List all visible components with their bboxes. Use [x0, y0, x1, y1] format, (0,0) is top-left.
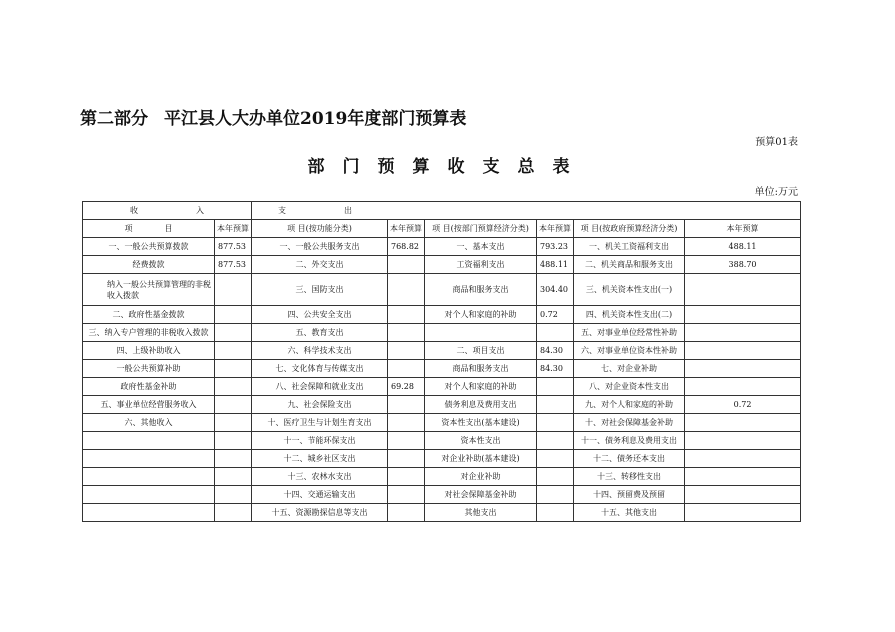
header-amount-func: 本年预算 [388, 220, 425, 238]
func-cell: 二、外交支出 [252, 256, 388, 274]
func-cell: 四、公共安全支出 [252, 306, 388, 324]
gov-econ-cell: 八、对企业资本性支出 [574, 378, 685, 396]
income-cell [83, 432, 215, 450]
dept-econ-cell: 对个人和家庭的补助 [425, 378, 537, 396]
func-amount-cell: 768.82 [388, 238, 425, 256]
table-row [83, 396, 801, 414]
func-amount-cell [388, 468, 425, 486]
table-row [83, 450, 801, 468]
table-number: 预算01表 [755, 137, 798, 148]
dept-amount-cell: 0.72 [537, 306, 574, 324]
gov-econ-cell: 三、机关资本性支出(一) [574, 274, 685, 306]
gov-amount-cell [685, 486, 801, 504]
gov-amount-cell [685, 342, 801, 360]
func-amount-cell [388, 324, 425, 342]
income-amount-cell [215, 274, 252, 306]
page-title [80, 104, 466, 129]
func-cell: 七、文化体育与传媒支出 [252, 360, 388, 378]
table-row [83, 360, 801, 378]
table-row [83, 306, 801, 324]
func-cell: 十三、农林水支出 [252, 468, 388, 486]
dept-econ-cell: 对社会保障基金补助 [425, 486, 537, 504]
income-cell: 五、事业单位经营服务收入 [83, 396, 215, 414]
income-cell: 二、政府性基金拨款 [83, 306, 215, 324]
dept-amount-cell [537, 468, 574, 486]
income-cell: 纳入一般公共预算管理的非税收入拨款 [83, 274, 215, 306]
header-row-1 [83, 202, 801, 220]
gov-amount-cell [685, 306, 801, 324]
table-body [83, 238, 801, 522]
income-amount-cell [215, 504, 252, 522]
dept-econ-cell: 资本性支出(基本建设) [425, 414, 537, 432]
gov-amount-cell [685, 360, 801, 378]
income-amount-cell [215, 306, 252, 324]
table-row [83, 504, 801, 522]
gov-amount-cell: 0.72 [685, 396, 801, 414]
func-cell: 五、教育支出 [252, 324, 388, 342]
dept-amount-cell [537, 486, 574, 504]
dept-amount-cell [537, 432, 574, 450]
func-cell: 十四、交通运输支出 [252, 486, 388, 504]
income-cell: 四、上级补助收入 [83, 342, 215, 360]
dept-econ-cell: 一、基本支出 [425, 238, 537, 256]
dept-econ-cell: 工资福利支出 [425, 256, 537, 274]
func-amount-cell [388, 306, 425, 324]
income-amount-cell [215, 324, 252, 342]
table-row [83, 324, 801, 342]
income-amount-cell [215, 450, 252, 468]
func-cell: 十一、节能环保支出 [252, 432, 388, 450]
gov-econ-cell: 一、机关工资福利支出 [574, 238, 685, 256]
dept-amount-cell [537, 414, 574, 432]
dept-amount-cell: 84.30 [537, 342, 574, 360]
gov-econ-cell: 十、对社会保障基金补助 [574, 414, 685, 432]
func-amount-cell [388, 504, 425, 522]
income-cell: 三、纳入专户管理的非税收入拨款 [83, 324, 215, 342]
income-amount-cell: 877.53 [215, 238, 252, 256]
func-cell: 一、一般公共服务支出 [252, 238, 388, 256]
dept-econ-cell: 对个人和家庭的补助 [425, 306, 537, 324]
gov-econ-cell: 十一、债务利息及费用支出 [574, 432, 685, 450]
income-cell: 一般公共预算补助 [83, 360, 215, 378]
header-amount-income: 本年预算 [215, 220, 252, 238]
table-title: 部门预算收支总表 [307, 157, 588, 177]
income-cell [83, 450, 215, 468]
income-amount-cell [215, 468, 252, 486]
func-amount-cell [388, 432, 425, 450]
gov-econ-cell: 十四、预留费及预留 [574, 486, 685, 504]
gov-amount-cell [685, 274, 801, 306]
func-cell: 十、医疗卫生与计划生育支出 [252, 414, 388, 432]
table-row [83, 468, 801, 486]
income-amount-cell: 877.53 [215, 256, 252, 274]
table-header [83, 202, 801, 238]
page-title-name: 平江县人大办单位2019年度部门预算表 [164, 109, 467, 129]
gov-econ-cell: 六、对事业单位资本性补助 [574, 342, 685, 360]
func-cell: 六、科学技术支出 [252, 342, 388, 360]
income-cell [83, 486, 215, 504]
income-amount-cell [215, 360, 252, 378]
dept-econ-cell: 资本性支出 [425, 432, 537, 450]
header-row-2 [83, 220, 801, 238]
gov-econ-cell: 十五、其他支出 [574, 504, 685, 522]
table-row [83, 432, 801, 450]
func-amount-cell [388, 274, 425, 306]
func-amount-cell [388, 396, 425, 414]
header-item: 项 目 [83, 220, 215, 238]
gov-amount-cell: 388.70 [685, 256, 801, 274]
gov-econ-cell: 九、对个人和家庭的补助 [574, 396, 685, 414]
gov-amount-cell [685, 378, 801, 396]
dept-amount-cell [537, 504, 574, 522]
dept-amount-cell: 793.23 [537, 238, 574, 256]
page-title-part: 第二部分 [80, 109, 148, 129]
header-income [83, 202, 252, 220]
income-amount-cell [215, 432, 252, 450]
income-amount-cell [215, 486, 252, 504]
table-row [83, 414, 801, 432]
dept-econ-cell: 对企业补助(基本建设) [425, 450, 537, 468]
table-row [83, 378, 801, 396]
dept-amount-cell [537, 378, 574, 396]
gov-econ-cell: 五、对事业单位经常性补助 [574, 324, 685, 342]
header-expense-right: 出 [344, 206, 352, 215]
header-expense [252, 202, 801, 220]
dept-amount-cell [537, 450, 574, 468]
income-amount-cell [215, 414, 252, 432]
dept-amount-cell [537, 324, 574, 342]
func-amount-cell [388, 450, 425, 468]
func-amount-cell [388, 360, 425, 378]
func-amount-cell [388, 486, 425, 504]
income-cell: 六、其他收入 [83, 414, 215, 432]
gov-amount-cell: 488.11 [685, 238, 801, 256]
gov-econ-cell: 二、机关商品和服务支出 [574, 256, 685, 274]
dept-econ-cell: 商品和服务支出 [425, 274, 537, 306]
dept-econ-cell: 其他支出 [425, 504, 537, 522]
dept-amount-cell: 488.11 [537, 256, 574, 274]
header-func: 项 目(按功能分类) [252, 220, 388, 238]
func-cell: 三、国防支出 [252, 274, 388, 306]
dept-econ-cell: 债务利息及费用支出 [425, 396, 537, 414]
table-row [83, 486, 801, 504]
gov-amount-cell [685, 468, 801, 486]
income-amount-cell [215, 342, 252, 360]
income-cell [83, 504, 215, 522]
func-amount-cell: 69.28 [388, 378, 425, 396]
gov-amount-cell [685, 432, 801, 450]
table-row [83, 238, 801, 256]
func-amount-cell [388, 342, 425, 360]
unit-label: 单位:万元 [754, 187, 798, 198]
gov-econ-cell: 四、机关资本性支出(二) [574, 306, 685, 324]
dept-amount-cell: 84.30 [537, 360, 574, 378]
dept-amount-cell: 304.40 [537, 274, 574, 306]
income-amount-cell [215, 378, 252, 396]
func-cell: 十五、资源勘探信息等支出 [252, 504, 388, 522]
gov-econ-cell: 十二、债务还本支出 [574, 450, 685, 468]
income-cell [83, 468, 215, 486]
header-dept-econ: 项 目(按部门预算经济分类) [425, 220, 537, 238]
dept-amount-cell [537, 396, 574, 414]
gov-amount-cell [685, 504, 801, 522]
gov-econ-cell: 十三、转移性支出 [574, 468, 685, 486]
income-cell: 政府性基金补助 [83, 378, 215, 396]
gov-amount-cell [685, 324, 801, 342]
header-income-right: 入 [196, 206, 204, 215]
gov-amount-cell [685, 450, 801, 468]
table-row [83, 256, 801, 274]
header-income-left: 收 [130, 206, 138, 215]
gov-amount-cell [685, 414, 801, 432]
table-row [83, 274, 801, 306]
header-amount-dept: 本年预算 [537, 220, 574, 238]
func-amount-cell [388, 414, 425, 432]
table-row [83, 342, 801, 360]
dept-econ-cell: 二、项目支出 [425, 342, 537, 360]
func-cell: 十二、城乡社区支出 [252, 450, 388, 468]
func-cell: 八、社会保障和就业支出 [252, 378, 388, 396]
header-expense-left: 支 [278, 206, 286, 215]
dept-econ-cell: 对企业补助 [425, 468, 537, 486]
func-amount-cell [388, 256, 425, 274]
header-amount-gov: 本年预算 [685, 220, 801, 238]
income-amount-cell [215, 396, 252, 414]
dept-econ-cell: 商品和服务支出 [425, 360, 537, 378]
header-gov-econ: 项 目(按政府预算经济分类) [574, 220, 685, 238]
dept-econ-cell [425, 324, 537, 342]
func-cell: 九、社会保险支出 [252, 396, 388, 414]
gov-econ-cell: 七、对企业补助 [574, 360, 685, 378]
income-cell: 经费拨款 [83, 256, 215, 274]
income-cell: 一、一般公共预算拨款 [83, 238, 215, 256]
budget-table [82, 201, 801, 522]
